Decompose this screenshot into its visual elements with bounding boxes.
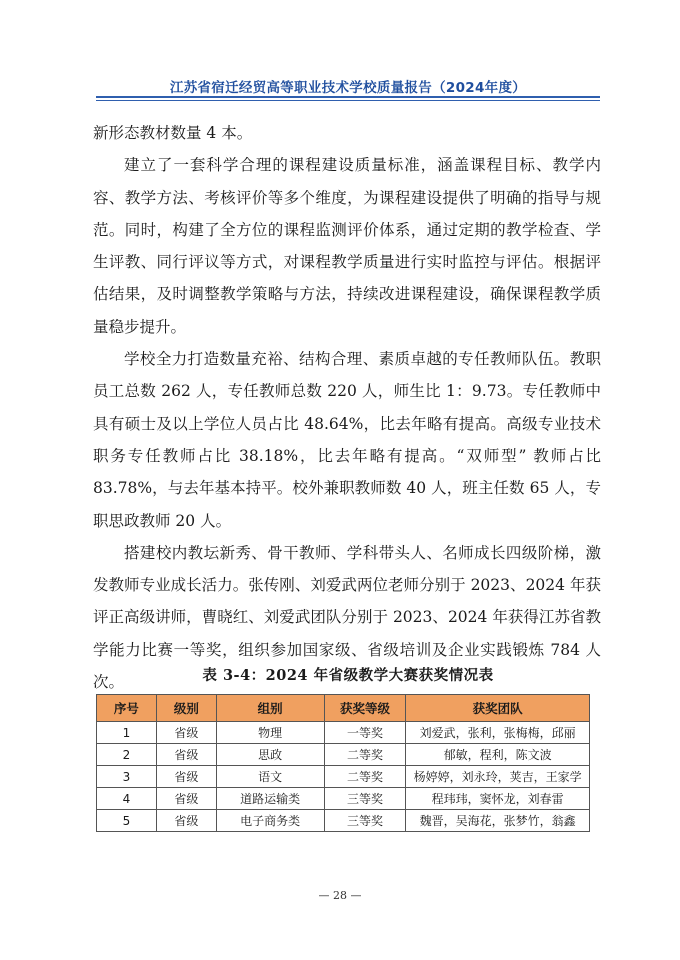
- cell-team: 杨婷婷，刘永玲，荚吉，王家学: [406, 766, 590, 788]
- table-row: [97, 722, 590, 744]
- header-rule-thick: [96, 96, 600, 98]
- paragraph-continuation: 新形态教材数量 4 本。: [93, 124, 253, 142]
- cell-index: 2: [97, 744, 157, 766]
- awards-table: [96, 694, 590, 832]
- header-level: 级别: [156, 695, 216, 722]
- table-caption: 表 3-4：2024 年省级教学大赛获奖情况表: [202, 667, 494, 684]
- body-text: [93, 117, 601, 698]
- cell-index: 1: [97, 722, 157, 744]
- cell-award: 三等奖: [324, 810, 406, 832]
- cell-level: 省级: [156, 788, 216, 810]
- cell-award: 二等奖: [324, 744, 406, 766]
- cell-level: 省级: [156, 744, 216, 766]
- paragraph-teacher-growth: 搭建校内教坛新秀、骨干教师、学科带头人、名师成长四级阶梯，激发教师专业成长活力。张传刚、刘爱武两位老师分别于 2023、2024 年获评正高级讲师，曹晓红、刘爱武团队分别于 2023、2024 年获得江苏省教学能力比赛一等奖，组织参加国家级、省级培训及企业实践锻炼 784 人次。: [93, 543, 601, 692]
- cell-group: 道路运输类: [216, 788, 324, 810]
- header-index: 序号: [97, 695, 157, 722]
- cell-group: 物理: [216, 722, 324, 744]
- table-row: [97, 788, 590, 810]
- report-header-title: 江苏省宿迁经贸高等职业技术学校质量报告（2024年度）: [169, 80, 527, 96]
- table-header-row: [97, 695, 590, 722]
- cell-group: 电子商务类: [216, 810, 324, 832]
- cell-level: 省级: [156, 810, 216, 832]
- cell-index: 4: [97, 788, 157, 810]
- table-row: [97, 766, 590, 788]
- cell-team: 郁敏，程利，陈文波: [406, 744, 590, 766]
- cell-award: 二等奖: [324, 766, 406, 788]
- paragraph-course-quality: 建立了一套科学合理的课程建设质量标准，涵盖课程目标、教学内容、教学方法、考核评价等多个维度，为课程建设提供了明确的指导与规范。同时，构建了全方位的课程监测评价体系，通过定期的教学检查、学生评教、同行评议等方式，对课程教学质量进行实时监控与评估。根据评估结果，及时调整教学策略与方法，持续改进课程建设，确保课程教学质量稳步提升。: [93, 156, 601, 336]
- cell-award: 一等奖: [324, 722, 406, 744]
- cell-level: 省级: [156, 722, 216, 744]
- header-rule-thin: [96, 100, 600, 101]
- paragraph-teacher-team: 学校全力打造数量充裕、结构合理、素质卓越的专任教师队伍。教职员工总数 262 人，专任教师总数 220 人，师生比 1：9.73。专任教师中具有硕士及以上学位人员占比 48.64%，比去年略有提高。高级专业技术职务专任教师占比 38.18%，比去年略有提高。“双师型” 教师占比 83.78%，与去年基本持平。校外兼职教师数 40 人，班主任数 65 人，专职思政教师 20 人。: [93, 350, 601, 530]
- cell-level: 省级: [156, 766, 216, 788]
- header-award: 获奖等级: [324, 695, 406, 722]
- cell-award: 三等奖: [324, 788, 406, 810]
- cell-group: 思政: [216, 744, 324, 766]
- header-group: 组别: [216, 695, 324, 722]
- table-row: [97, 744, 590, 766]
- cell-team: 程玮玮，窦怀龙，刘春雷: [406, 788, 590, 810]
- cell-index: 5: [97, 810, 157, 832]
- table-row: [97, 810, 590, 832]
- page-number: — 28 —: [318, 889, 362, 902]
- header-team: 获奖团队: [406, 695, 590, 722]
- cell-team: 刘爱武，张利，张梅梅，邱丽: [406, 722, 590, 744]
- cell-team: 魏晋，吴海花，张梦竹，翁鑫: [406, 810, 590, 832]
- cell-index: 3: [97, 766, 157, 788]
- cell-group: 语文: [216, 766, 324, 788]
